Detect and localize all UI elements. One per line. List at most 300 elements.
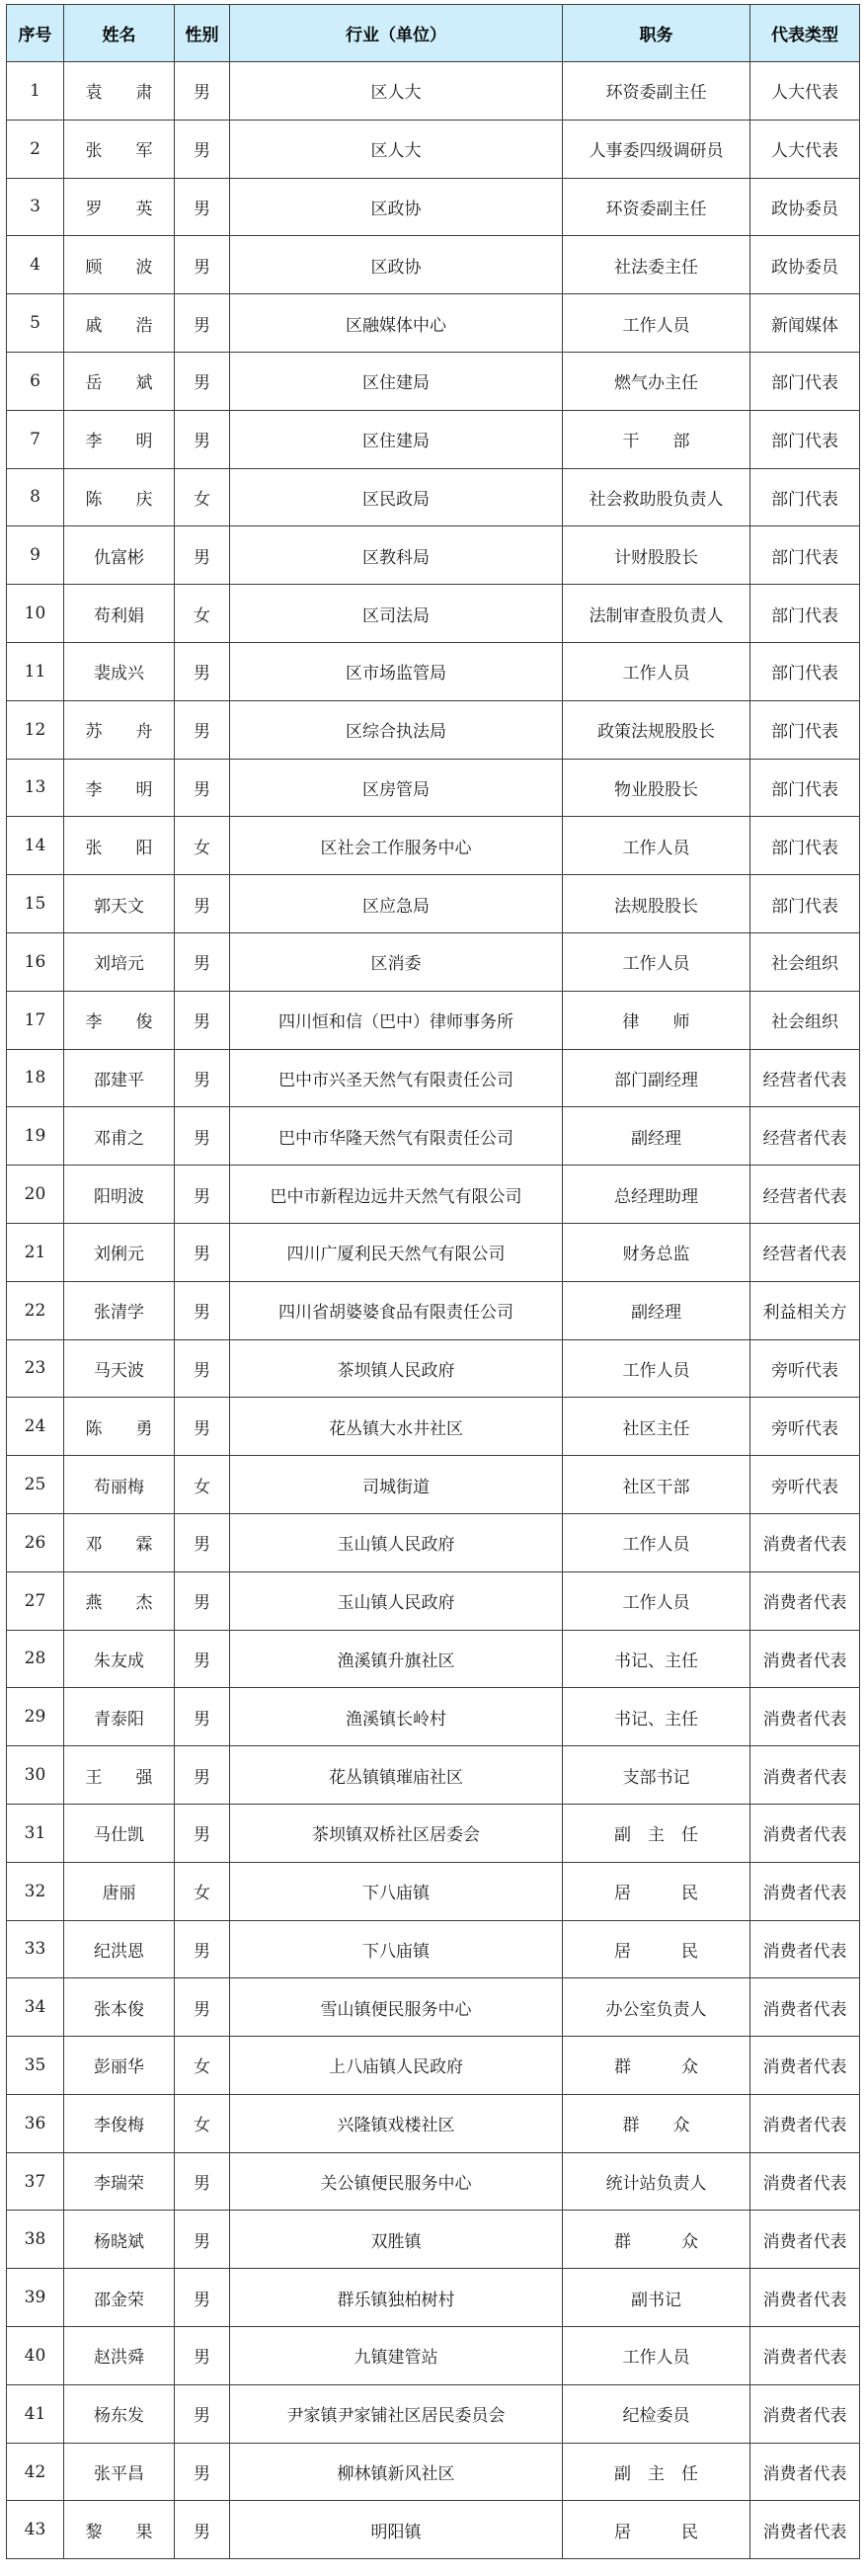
cell-organization: 区人大 <box>230 62 563 121</box>
cell-position: 办公室负责人 <box>563 1978 750 2037</box>
cell-gender: 男 <box>175 1804 230 1862</box>
cell-organization: 玉山镇人民政府 <box>230 1513 563 1571</box>
cell-name: 阳明波 <box>64 1166 175 1224</box>
table-row <box>7 2211 860 2269</box>
cell-representative-type: 部门代表 <box>750 875 860 933</box>
cell-name: 郭天文 <box>64 875 175 933</box>
cell-organization: 雪山镇便民服务中心 <box>230 1978 563 2037</box>
cell-representative-type: 部门代表 <box>750 700 860 759</box>
cell-name: 苟利娟 <box>64 585 175 643</box>
cell-gender: 男 <box>175 1107 230 1166</box>
cell-gender: 男 <box>175 875 230 933</box>
cell-index: 6 <box>7 352 64 410</box>
table-row <box>7 178 860 236</box>
cell-position: 物业股股长 <box>563 759 750 817</box>
cell-gender: 女 <box>175 817 230 875</box>
header-row <box>7 5 860 62</box>
cell-gender: 男 <box>175 1978 230 2037</box>
cell-representative-type: 经营者代表 <box>750 1049 860 1107</box>
table-row <box>7 468 860 526</box>
cell-name: 岳 斌 <box>64 352 175 410</box>
cell-index: 22 <box>7 1281 64 1339</box>
cell-organization: 四川恒和信（巴中）律师事务所 <box>230 991 563 1049</box>
cell-organization: 区司法局 <box>230 585 563 643</box>
cell-gender: 男 <box>175 1049 230 1107</box>
cell-position: 副经理 <box>563 1107 750 1166</box>
cell-organization: 上八庙镇人民政府 <box>230 2037 563 2095</box>
cell-organization: 花丛镇大水井社区 <box>230 1398 563 1456</box>
cell-representative-type: 部门代表 <box>750 759 860 817</box>
cell-index: 41 <box>7 2384 64 2443</box>
cell-name: 陈 勇 <box>64 1398 175 1456</box>
cell-representative-type: 部门代表 <box>750 817 860 875</box>
cell-gender: 女 <box>175 468 230 526</box>
cell-name: 邓甫之 <box>64 1107 175 1166</box>
cell-index: 8 <box>7 468 64 526</box>
cell-name: 张 阳 <box>64 817 175 875</box>
table-row <box>7 526 860 585</box>
cell-index: 3 <box>7 178 64 236</box>
cell-representative-type: 消费者代表 <box>750 1746 860 1805</box>
cell-organization: 区政协 <box>230 178 563 236</box>
cell-representative-type: 政协委员 <box>750 236 860 294</box>
cell-index: 11 <box>7 642 64 700</box>
cell-position: 副 主 任 <box>563 2443 750 2501</box>
cell-organization: 区民政局 <box>230 468 563 526</box>
cell-organization: 区市场监管局 <box>230 642 563 700</box>
cell-position: 群 众 <box>563 2211 750 2269</box>
cell-position: 燃气办主任 <box>563 352 750 410</box>
table-row <box>7 759 860 817</box>
cell-representative-type: 经营者代表 <box>750 1223 860 1281</box>
table-body <box>7 62 860 2559</box>
table-row <box>7 1107 860 1166</box>
table-row <box>7 1223 860 1281</box>
cell-organization: 区融媒体中心 <box>230 294 563 353</box>
cell-organization: 区应急局 <box>230 875 563 933</box>
cell-position: 副经理 <box>563 1281 750 1339</box>
cell-index: 27 <box>7 1571 64 1630</box>
cell-index: 39 <box>7 2269 64 2327</box>
cell-position: 工作人员 <box>563 817 750 875</box>
cell-index: 34 <box>7 1978 64 2037</box>
cell-position: 群 众 <box>563 2094 750 2152</box>
cell-representative-type: 旁听代表 <box>750 1398 860 1456</box>
cell-gender: 男 <box>175 2152 230 2211</box>
cell-index: 43 <box>7 2501 64 2559</box>
cell-position: 群 众 <box>563 2037 750 2095</box>
cell-representative-type: 经营者代表 <box>750 1107 860 1166</box>
cell-gender: 男 <box>175 2384 230 2443</box>
cell-organization: 渔溪镇升旗社区 <box>230 1630 563 1688</box>
cell-representative-type: 利益相关方 <box>750 1281 860 1339</box>
cell-organization: 茶坝镇双桥社区居委会 <box>230 1804 563 1862</box>
cell-name: 邓 霖 <box>64 1513 175 1571</box>
cell-gender: 男 <box>175 1920 230 1978</box>
cell-index: 23 <box>7 1339 64 1398</box>
cell-organization: 区房管局 <box>230 759 563 817</box>
table-row <box>7 62 860 121</box>
table-row <box>7 817 860 875</box>
cell-name: 陈 庆 <box>64 468 175 526</box>
cell-representative-type: 消费者代表 <box>750 1920 860 1978</box>
cell-gender: 男 <box>175 991 230 1049</box>
cell-gender: 男 <box>175 1688 230 1746</box>
cell-index: 38 <box>7 2211 64 2269</box>
cell-position: 居 民 <box>563 1862 750 1920</box>
cell-position: 书记、主任 <box>563 1688 750 1746</box>
cell-gender: 男 <box>175 294 230 353</box>
cell-position: 干 部 <box>563 410 750 468</box>
cell-gender: 男 <box>175 1166 230 1224</box>
cell-organization: 四川广厦利民天然气有限公司 <box>230 1223 563 1281</box>
cell-index: 15 <box>7 875 64 933</box>
cell-index: 28 <box>7 1630 64 1688</box>
cell-index: 25 <box>7 1456 64 1514</box>
cell-position: 总经理助理 <box>563 1166 750 1224</box>
cell-position: 社会救助股负责人 <box>563 468 750 526</box>
cell-index: 17 <box>7 991 64 1049</box>
cell-name: 马天波 <box>64 1339 175 1398</box>
cell-organization: 巴中市兴圣天然气有限责任公司 <box>230 1049 563 1107</box>
cell-organization: 区教科局 <box>230 526 563 585</box>
cell-index: 2 <box>7 120 64 178</box>
cell-gender: 女 <box>175 2037 230 2095</box>
cell-organization: 尹家镇尹家铺社区居民委员会 <box>230 2384 563 2443</box>
cell-name: 张清学 <box>64 1281 175 1339</box>
cell-index: 14 <box>7 817 64 875</box>
cell-representative-type: 社会组织 <box>750 991 860 1049</box>
table-row <box>7 2384 860 2443</box>
cell-name: 苟丽梅 <box>64 1456 175 1514</box>
cell-index: 36 <box>7 2094 64 2152</box>
cell-gender: 男 <box>175 2269 230 2327</box>
table-header <box>7 5 860 62</box>
cell-organization: 区政协 <box>230 236 563 294</box>
cell-representative-type: 经营者代表 <box>750 1166 860 1224</box>
cell-position: 计财股股长 <box>563 526 750 585</box>
cell-gender: 男 <box>175 120 230 178</box>
cell-gender: 男 <box>175 1223 230 1281</box>
cell-index: 32 <box>7 1862 64 1920</box>
cell-organization: 花丛镇镇璀庙社区 <box>230 1746 563 1805</box>
cell-index: 42 <box>7 2443 64 2501</box>
cell-position: 居 民 <box>563 1920 750 1978</box>
cell-representative-type: 消费者代表 <box>750 1571 860 1630</box>
cell-index: 26 <box>7 1513 64 1571</box>
cell-organization: 茶坝镇人民政府 <box>230 1339 563 1398</box>
cell-name: 罗 英 <box>64 178 175 236</box>
cell-position: 工作人员 <box>563 1513 750 1571</box>
cell-name: 赵洪舜 <box>64 2327 175 2385</box>
cell-position: 法规股股长 <box>563 875 750 933</box>
cell-position: 统计站负责人 <box>563 2152 750 2211</box>
cell-representative-type: 消费者代表 <box>750 1513 860 1571</box>
cell-gender: 男 <box>175 410 230 468</box>
cell-index: 4 <box>7 236 64 294</box>
cell-representative-type: 部门代表 <box>750 352 860 410</box>
cell-index: 40 <box>7 2327 64 2385</box>
cell-name: 李 明 <box>64 410 175 468</box>
header-representative-type: 代表类型 <box>750 5 860 62</box>
cell-representative-type: 消费者代表 <box>750 2211 860 2269</box>
cell-name: 王 强 <box>64 1746 175 1805</box>
cell-representative-type: 部门代表 <box>750 410 860 468</box>
cell-representative-type: 旁听代表 <box>750 1339 860 1398</box>
table-row <box>7 352 860 410</box>
cell-position: 政策法规股股长 <box>563 700 750 759</box>
cell-name: 李 明 <box>64 759 175 817</box>
cell-name: 李瑞荣 <box>64 2152 175 2211</box>
cell-name: 纪洪恩 <box>64 1920 175 1978</box>
cell-representative-type: 部门代表 <box>750 526 860 585</box>
cell-gender: 男 <box>175 62 230 121</box>
table-row <box>7 2152 860 2211</box>
cell-position: 律 师 <box>563 991 750 1049</box>
table-row <box>7 120 860 178</box>
table-row <box>7 700 860 759</box>
cell-gender: 男 <box>175 932 230 991</box>
cell-name: 燕 杰 <box>64 1571 175 1630</box>
cell-position: 支部书记 <box>563 1746 750 1805</box>
table-row <box>7 1398 860 1456</box>
cell-position: 书记、主任 <box>563 1630 750 1688</box>
cell-name: 邵建平 <box>64 1049 175 1107</box>
cell-index: 10 <box>7 585 64 643</box>
table-row <box>7 1166 860 1224</box>
table-row <box>7 1978 860 2037</box>
cell-gender: 女 <box>175 585 230 643</box>
cell-gender: 男 <box>175 1571 230 1630</box>
table-row <box>7 932 860 991</box>
cell-representative-type: 人大代表 <box>750 120 860 178</box>
cell-index: 20 <box>7 1166 64 1224</box>
cell-name: 邵金荣 <box>64 2269 175 2327</box>
cell-gender: 男 <box>175 2327 230 2385</box>
cell-representative-type: 部门代表 <box>750 585 860 643</box>
cell-gender: 男 <box>175 759 230 817</box>
table-row <box>7 2269 860 2327</box>
table-row <box>7 410 860 468</box>
table-row <box>7 1339 860 1398</box>
cell-representative-type: 消费者代表 <box>750 1630 860 1688</box>
cell-index: 5 <box>7 294 64 353</box>
cell-gender: 男 <box>175 2443 230 2501</box>
cell-representative-type: 消费者代表 <box>750 1804 860 1862</box>
cell-organization: 玉山镇人民政府 <box>230 1571 563 1630</box>
cell-representative-type: 新闻媒体 <box>750 294 860 353</box>
table-row <box>7 2443 860 2501</box>
cell-name: 李 俊 <box>64 991 175 1049</box>
header-gender: 性别 <box>175 5 230 62</box>
table-row <box>7 1049 860 1107</box>
cell-position: 副书记 <box>563 2269 750 2327</box>
cell-index: 1 <box>7 62 64 121</box>
table-row <box>7 1804 860 1862</box>
cell-representative-type: 消费者代表 <box>750 1688 860 1746</box>
cell-name: 张本俊 <box>64 1978 175 2037</box>
cell-gender: 男 <box>175 2211 230 2269</box>
cell-organization: 下八庙镇 <box>230 1862 563 1920</box>
cell-organization: 柳林镇新风社区 <box>230 2443 563 2501</box>
table-row <box>7 1630 860 1688</box>
cell-organization: 双胜镇 <box>230 2211 563 2269</box>
cell-index: 30 <box>7 1746 64 1805</box>
cell-name: 顾 波 <box>64 236 175 294</box>
header-name: 姓名 <box>64 5 175 62</box>
cell-representative-type: 部门代表 <box>750 468 860 526</box>
table-row <box>7 2094 860 2152</box>
cell-organization: 关公镇便民服务中心 <box>230 2152 563 2211</box>
cell-gender: 男 <box>175 1398 230 1456</box>
cell-representative-type: 人大代表 <box>750 62 860 121</box>
table-row <box>7 2037 860 2095</box>
cell-gender: 男 <box>175 526 230 585</box>
cell-index: 35 <box>7 2037 64 2095</box>
cell-representative-type: 消费者代表 <box>750 1862 860 1920</box>
cell-position: 工作人员 <box>563 642 750 700</box>
cell-organization: 群乐镇独柏树村 <box>230 2269 563 2327</box>
cell-organization: 兴隆镇戏楼社区 <box>230 2094 563 2152</box>
cell-gender: 男 <box>175 1339 230 1398</box>
cell-name: 青泰阳 <box>64 1688 175 1746</box>
cell-name: 彭丽华 <box>64 2037 175 2095</box>
cell-organization: 巴中市华隆天然气有限责任公司 <box>230 1107 563 1166</box>
cell-representative-type: 社会组织 <box>750 932 860 991</box>
table-row <box>7 642 860 700</box>
cell-name: 杨东发 <box>64 2384 175 2443</box>
cell-name: 裴成兴 <box>64 642 175 700</box>
table-row <box>7 1571 860 1630</box>
cell-position: 副 主 任 <box>563 1804 750 1862</box>
cell-index: 9 <box>7 526 64 585</box>
cell-representative-type: 消费者代表 <box>750 1978 860 2037</box>
table-row <box>7 1920 860 1978</box>
cell-organization: 区社会工作服务中心 <box>230 817 563 875</box>
table-row <box>7 1688 860 1746</box>
cell-position: 工作人员 <box>563 294 750 353</box>
table-row <box>7 1513 860 1571</box>
cell-representative-type: 消费者代表 <box>750 2094 860 2152</box>
cell-organization: 区综合执法局 <box>230 700 563 759</box>
cell-index: 16 <box>7 932 64 991</box>
cell-position: 环资委副主任 <box>563 178 750 236</box>
table-row <box>7 294 860 353</box>
cell-gender: 男 <box>175 642 230 700</box>
cell-index: 19 <box>7 1107 64 1166</box>
cell-index: 21 <box>7 1223 64 1281</box>
cell-organization: 下八庙镇 <box>230 1920 563 1978</box>
cell-organization: 区消委 <box>230 932 563 991</box>
table-row <box>7 236 860 294</box>
cell-name: 刘俐元 <box>64 1223 175 1281</box>
cell-name: 李俊梅 <box>64 2094 175 2152</box>
cell-organization: 四川省胡婆婆食品有限责任公司 <box>230 1281 563 1339</box>
cell-position: 法制审查股负责人 <box>563 585 750 643</box>
cell-name: 刘培元 <box>64 932 175 991</box>
table-row <box>7 2501 860 2559</box>
table-row <box>7 1281 860 1339</box>
cell-name: 张平昌 <box>64 2443 175 2501</box>
cell-gender: 男 <box>175 1281 230 1339</box>
cell-name: 杨晓斌 <box>64 2211 175 2269</box>
cell-organization: 区住建局 <box>230 410 563 468</box>
table-row <box>7 1456 860 1514</box>
cell-name: 马仕凯 <box>64 1804 175 1862</box>
cell-representative-type: 消费者代表 <box>750 2327 860 2385</box>
cell-index: 37 <box>7 2152 64 2211</box>
cell-gender: 男 <box>175 352 230 410</box>
cell-position: 工作人员 <box>563 1571 750 1630</box>
cell-representative-type: 部门代表 <box>750 642 860 700</box>
cell-index: 29 <box>7 1688 64 1746</box>
representatives-table <box>6 4 860 2559</box>
cell-position: 财务总监 <box>563 1223 750 1281</box>
cell-organization: 巴中市新程边远井天然气有限公司 <box>230 1166 563 1224</box>
cell-position: 工作人员 <box>563 1339 750 1398</box>
cell-position: 居 民 <box>563 2501 750 2559</box>
table-row <box>7 2327 860 2385</box>
cell-gender: 男 <box>175 1746 230 1805</box>
cell-representative-type: 消费者代表 <box>750 2443 860 2501</box>
cell-gender: 男 <box>175 178 230 236</box>
cell-position: 人事委四级调研员 <box>563 120 750 178</box>
cell-representative-type: 消费者代表 <box>750 2501 860 2559</box>
cell-organization: 区住建局 <box>230 352 563 410</box>
cell-organization: 明阳镇 <box>230 2501 563 2559</box>
header-index: 序号 <box>7 5 64 62</box>
cell-representative-type: 消费者代表 <box>750 2152 860 2211</box>
cell-position: 工作人员 <box>563 2327 750 2385</box>
table-row <box>7 1862 860 1920</box>
cell-name: 仇富彬 <box>64 526 175 585</box>
cell-representative-type: 旁听代表 <box>750 1456 860 1514</box>
cell-name: 张 军 <box>64 120 175 178</box>
cell-name: 唐丽 <box>64 1862 175 1920</box>
cell-representative-type: 消费者代表 <box>750 2269 860 2327</box>
cell-name: 袁 肃 <box>64 62 175 121</box>
table-row <box>7 991 860 1049</box>
cell-index: 24 <box>7 1398 64 1456</box>
cell-organization: 司城街道 <box>230 1456 563 1514</box>
cell-position: 社区干部 <box>563 1456 750 1514</box>
cell-gender: 男 <box>175 1630 230 1688</box>
table-row <box>7 1746 860 1805</box>
representative-list <box>6 4 859 2559</box>
cell-organization: 九镇建管站 <box>230 2327 563 2385</box>
cell-index: 12 <box>7 700 64 759</box>
cell-name: 黎 果 <box>64 2501 175 2559</box>
cell-position: 工作人员 <box>563 932 750 991</box>
cell-name: 戚 浩 <box>64 294 175 353</box>
cell-representative-type: 消费者代表 <box>750 2037 860 2095</box>
cell-index: 13 <box>7 759 64 817</box>
cell-gender: 男 <box>175 236 230 294</box>
cell-position: 环资委副主任 <box>563 62 750 121</box>
cell-gender: 女 <box>175 2094 230 2152</box>
cell-gender: 女 <box>175 1862 230 1920</box>
cell-position: 社区主任 <box>563 1398 750 1456</box>
cell-position: 部门副经理 <box>563 1049 750 1107</box>
header-organization: 行业（单位） <box>230 5 563 62</box>
table-row <box>7 585 860 643</box>
cell-representative-type: 消费者代表 <box>750 2384 860 2443</box>
cell-name: 朱友成 <box>64 1630 175 1688</box>
cell-position: 社法委主任 <box>563 236 750 294</box>
cell-organization: 渔溪镇长岭村 <box>230 1688 563 1746</box>
cell-index: 7 <box>7 410 64 468</box>
cell-organization: 区人大 <box>230 120 563 178</box>
